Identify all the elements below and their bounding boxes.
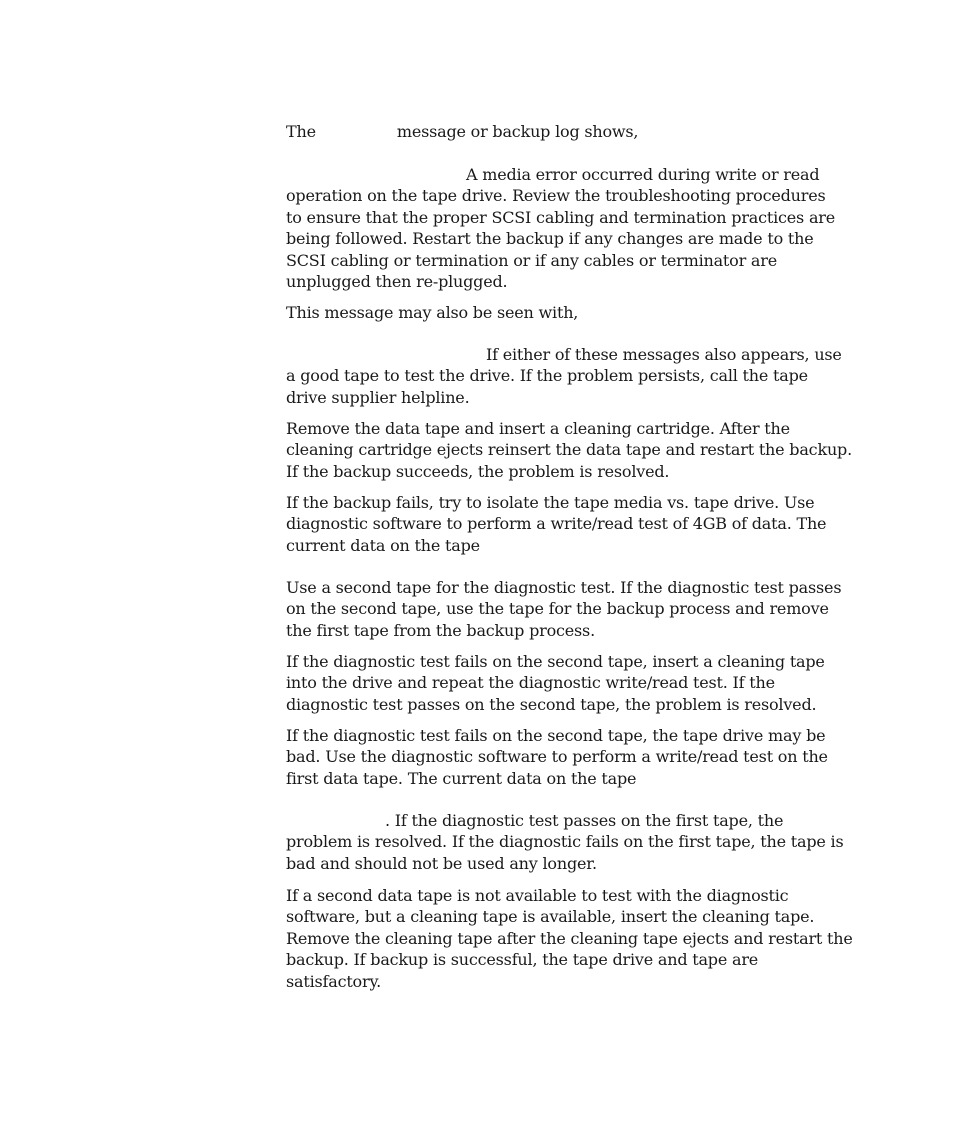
paragraph-line: SCSI cabling or termination or if any cables or terminator are [286, 250, 777, 270]
paragraph-line: If the backup fails, try to isolate the tape media vs. tape drive. Use [286, 493, 815, 512]
intro-paragraph [286, 121, 831, 142]
paragraph-line: unplugged then re-plugged. [286, 272, 508, 292]
paragraph-line: bad and should not be used any longer. [286, 853, 597, 873]
paragraph-line: A media error occurred during write or read [466, 165, 820, 184]
media-error-paragraph [286, 164, 836, 292]
diagnostic-fails-cleaning-paragraph [286, 651, 831, 715]
paragraph-line: If a second data tape is not available to test with the diagnostic [286, 886, 789, 905]
paragraph-line: the first tape from the backup process. [286, 620, 595, 640]
drive-may-be-bad-paragraph [286, 725, 831, 789]
intro-text-end: message or backup log shows, [396, 122, 639, 141]
paragraph-line: backup. If backup is successful, the tape drive and tape are [286, 950, 759, 970]
isolate-media-paragraph [286, 492, 831, 556]
intro-line [286, 121, 831, 142]
paragraph-line: being followed. Restart the backup if any changes are made to the [286, 229, 814, 249]
paragraph-line: diagnostic software to perform a write/read test of 4GB of data. The [286, 514, 827, 534]
also-seen-paragraph [286, 302, 831, 323]
paragraph-line: Remove the cleaning tape after the cleaning tape ejects and restart the [286, 928, 853, 948]
paragraph-line: first data tape. The current data on the tape [286, 768, 637, 788]
paragraph-line: on the second tape, use the tape for the backup process and remove [286, 599, 829, 619]
second-tape-paragraph [286, 577, 842, 641]
paragraph-line: to ensure that the proper SCSI cabling and termination practices are [286, 207, 836, 227]
paragraph-line: operation on the tape drive. Review the troubleshooting procedures [286, 186, 826, 206]
paragraph-line: bad. Use the diagnostic software to perform a write/read test on the [286, 747, 828, 767]
paragraph-line: into the drive and repeat the diagnostic write/read test. If the [286, 673, 775, 693]
intro-text-start: The [286, 122, 316, 141]
paragraph-line: software, but a cleaning tape is available, insert the cleaning tape. [286, 907, 815, 927]
paragraph-line: satisfactory. [286, 971, 382, 991]
paragraph-line: If the diagnostic test fails on the second tape, insert a cleaning tape [286, 652, 825, 671]
paragraph-line: cleaning cartridge ejects reinsert the data tape and restart the backup. [286, 440, 852, 460]
paragraph-line: Remove the data tape and insert a cleaning cartridge. After the [286, 419, 790, 438]
paragraph-line: If either of these messages also appears, use [486, 345, 842, 364]
paragraph-line: a good tape to test the drive. If the problem persists, call the tape [286, 366, 808, 386]
first-tape-result-paragraph [286, 810, 844, 874]
paragraph-line: Use a second tape for the diagnostic test. If the diagnostic test passes [286, 578, 842, 597]
paragraph-line: diagnostic test passes on the second tape, the problem is resolved. [286, 694, 817, 714]
paragraph-line: current data on the tape [286, 535, 480, 555]
paragraph-line: . If the diagnostic test passes on the first tape, the [385, 811, 784, 830]
cleaning-cartridge-paragraph [286, 418, 852, 482]
messages-appear-paragraph [286, 344, 842, 408]
paragraph-line: problem is resolved. If the diagnostic fails on the first tape, the tape is [286, 832, 844, 852]
paragraph-line: If the backup succeeds, the problem is resolved. [286, 461, 670, 481]
no-second-tape-paragraph [286, 885, 853, 992]
paragraph-line: drive supplier helpline. [286, 387, 470, 407]
paragraph-line: If the diagnostic test fails on the second tape, the tape drive may be [286, 726, 826, 745]
paragraph-line: This message may also be seen with, [286, 303, 579, 322]
